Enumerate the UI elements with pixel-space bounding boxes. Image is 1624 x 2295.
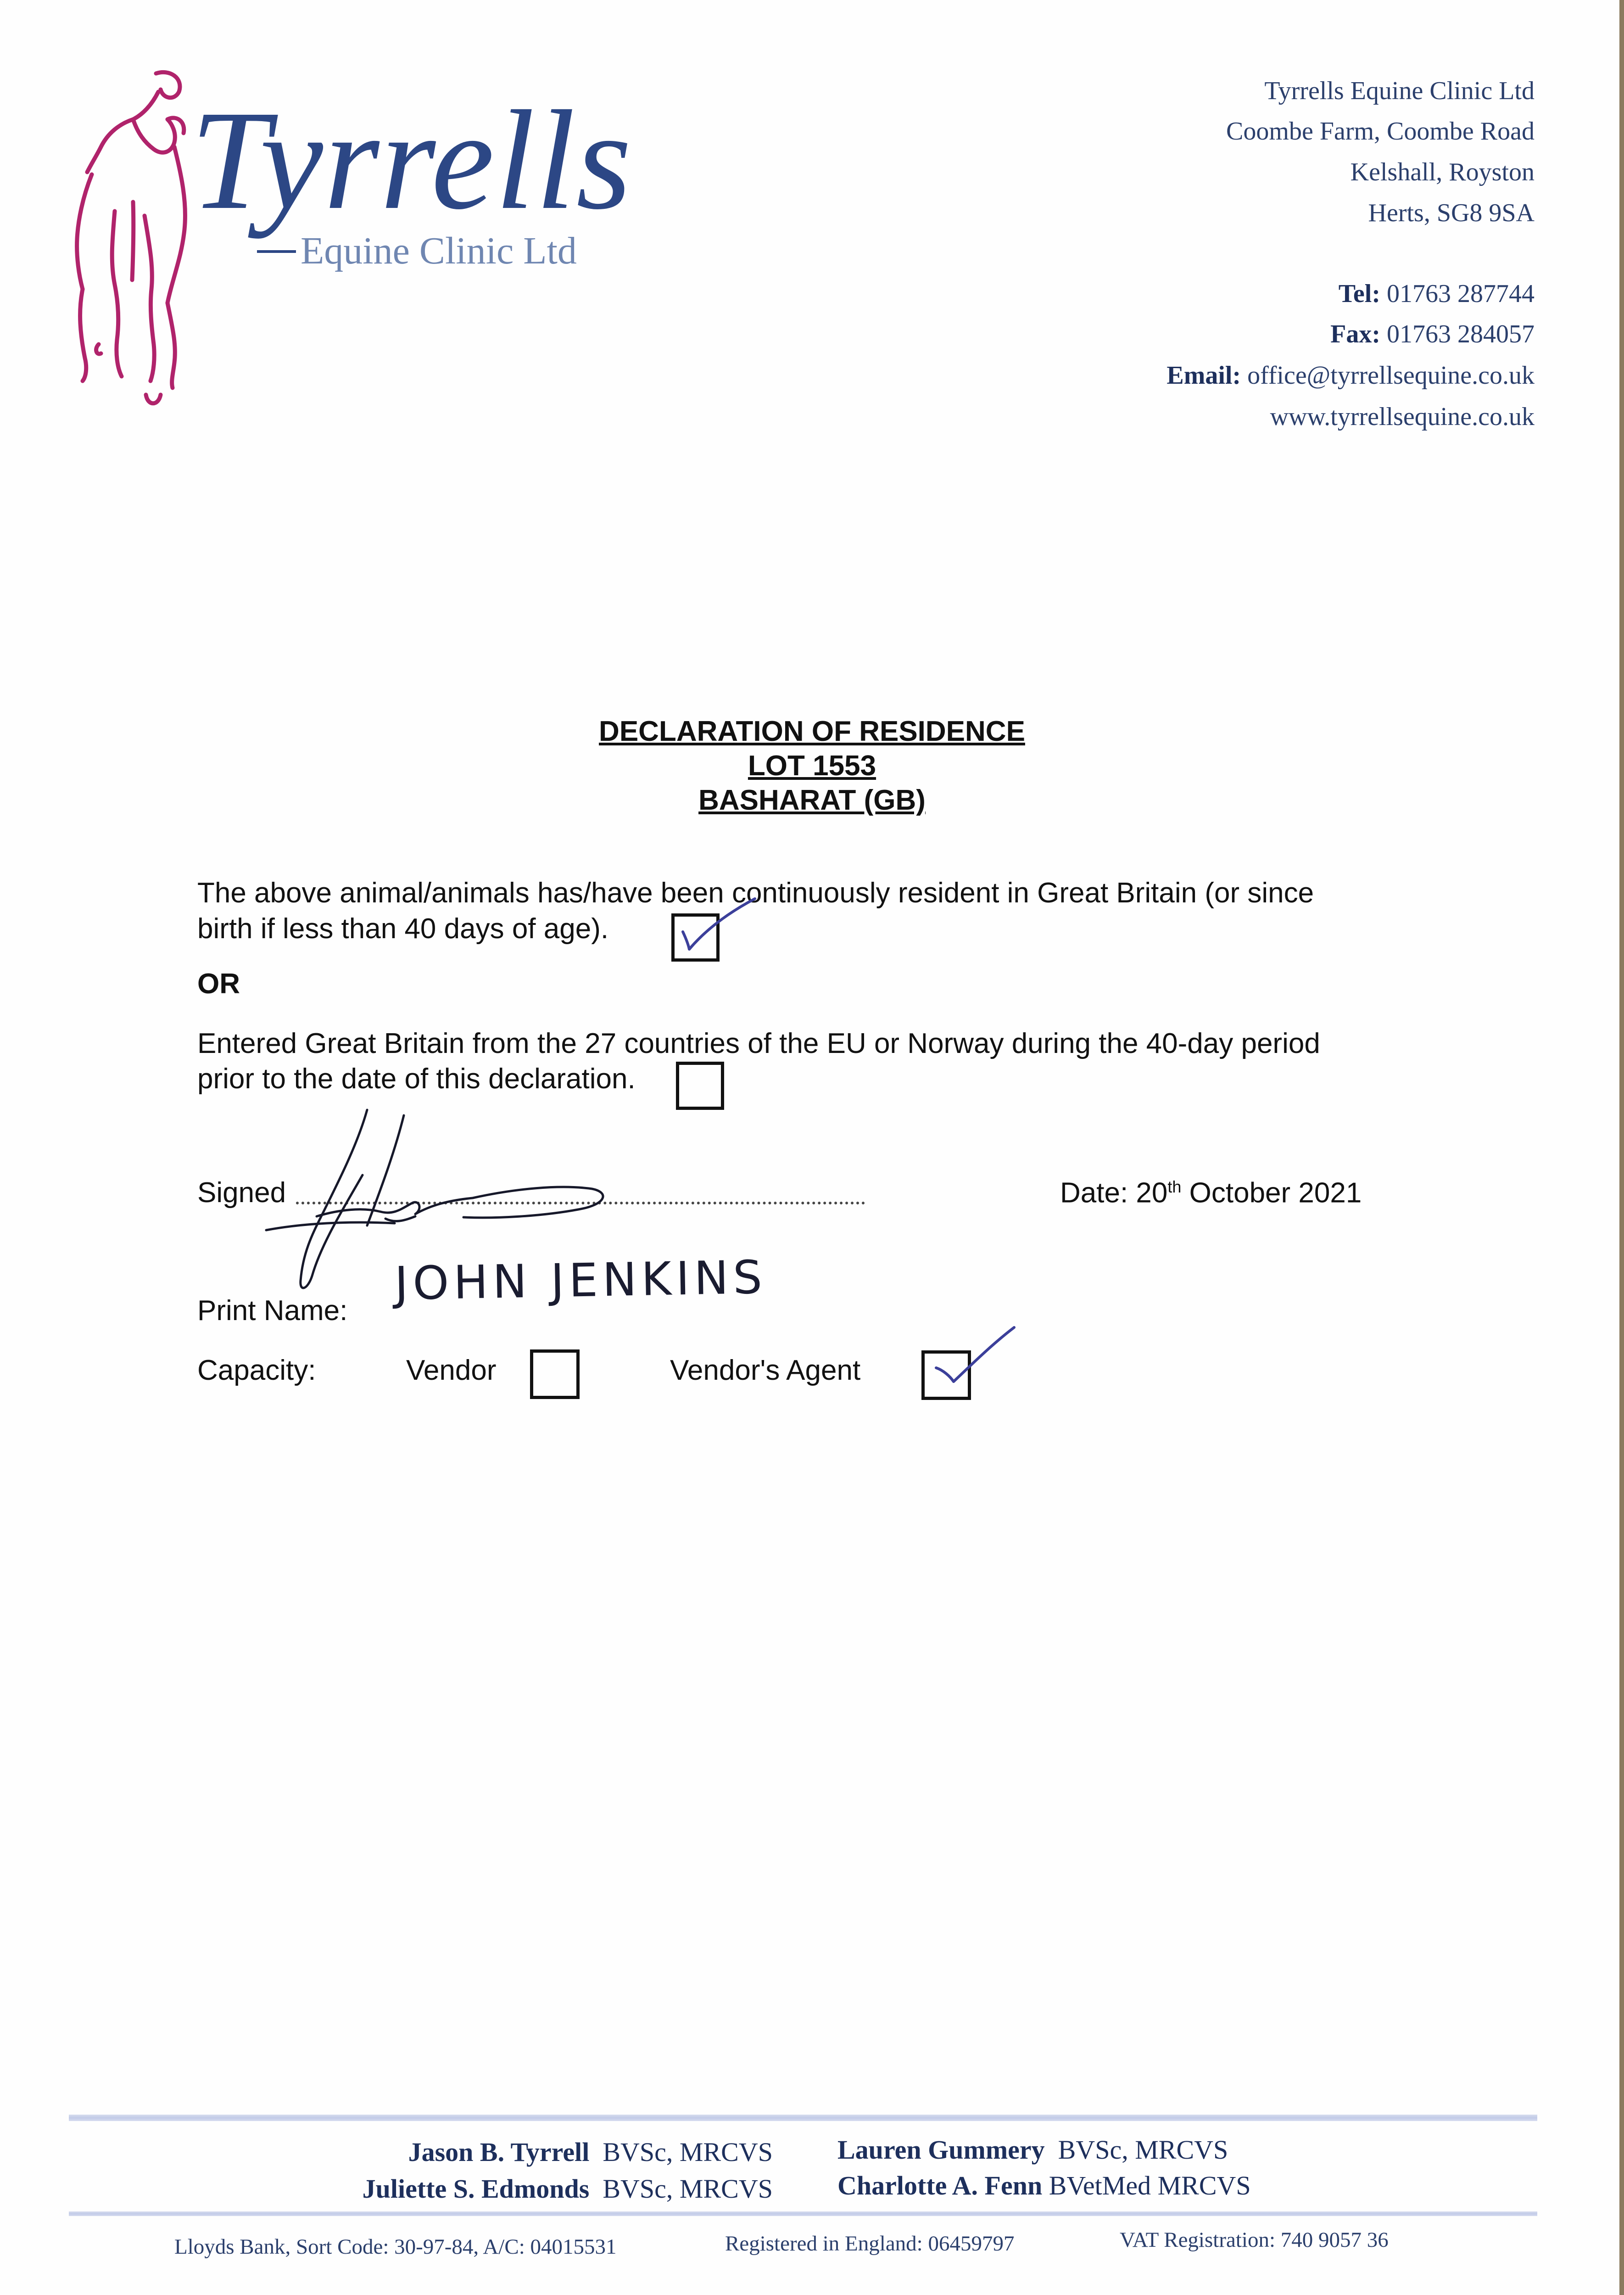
- horse-logo-icon: [64, 64, 211, 431]
- email-label: Email:: [1166, 361, 1241, 390]
- vet-name: Lauren Gummery: [837, 2135, 1045, 2165]
- footer-rule-top: [69, 2115, 1537, 2121]
- capacity-label: Capacity:: [197, 1355, 316, 1386]
- date-label: Date: 20: [1060, 1177, 1168, 1209]
- brand-name: Tyrrells: [190, 82, 633, 239]
- address-line-1: Tyrrells Equine Clinic Ltd: [1264, 77, 1535, 105]
- registered-number: Registered in England: 06459797: [725, 2232, 1015, 2256]
- print-name-label: Print Name:: [197, 1295, 348, 1327]
- print-name-handwritten: JOHN JENKINS: [394, 1250, 767, 1311]
- horse-name: BASHARAT (GB): [698, 784, 926, 816]
- vet-name: Charlotte A. Fenn: [837, 2171, 1043, 2200]
- option1-checkmark-icon: [679, 895, 771, 959]
- vendor-label: Vendor: [406, 1355, 497, 1386]
- option2-text-line1: Entered Great Britain from the 27 countries of the EU or Norway during the 40-day period: [197, 1028, 1320, 1059]
- option1-text-line2: birth if less than 40 days of age).: [197, 913, 609, 945]
- vet-charlotte: [837, 2172, 1251, 2199]
- vendors-agent-checkmark-icon: [932, 1322, 1023, 1391]
- vet-juliette: [363, 2176, 773, 2202]
- address-line-2: Coombe Farm, Coombe Road: [1226, 117, 1535, 146]
- option2-checkbox[interactable]: [676, 1062, 724, 1110]
- lot-number: LOT 1553: [748, 750, 876, 782]
- brand-underline: [257, 250, 296, 253]
- vat-registration: VAT Registration: 740 9057 36: [1120, 2228, 1389, 2252]
- scan-edge: [1619, 0, 1624, 2295]
- fax-label: Fax:: [1330, 320, 1380, 348]
- tel-label: Tel:: [1338, 280, 1380, 308]
- date-superscript: th: [1167, 1177, 1182, 1196]
- tel-line: [1339, 281, 1535, 307]
- website-link[interactable]: www.tyrrellsequine.co.uk: [1270, 403, 1535, 431]
- date-value: October 2021: [1181, 1177, 1362, 1209]
- vet-name: Jason B. Tyrrell: [408, 2137, 590, 2167]
- option1-text-line1: The above animal/animals has/have been continuously resident in Great Britain (or since: [197, 877, 1314, 909]
- vet-quals: BVSc, MRCVS: [603, 2174, 773, 2204]
- or-label: OR: [197, 968, 240, 1000]
- vet-lauren: [837, 2137, 1228, 2163]
- address-line-4: Herts, SG8 9SA: [1368, 199, 1535, 227]
- brand-subtitle: Equine Clinic Ltd: [301, 230, 577, 272]
- declaration-title: DECLARATION OF RESIDENCE: [599, 716, 1025, 747]
- tel-value: 01763 287744: [1387, 280, 1535, 308]
- vet-quals: BVSc, MRCVS: [1058, 2135, 1228, 2165]
- vendors-agent-label: Vendor's Agent: [670, 1355, 861, 1386]
- bank-details: Lloyds Bank, Sort Code: 30-97-84, A/C: 04015531: [174, 2235, 617, 2259]
- vet-name: Juliette S. Edmonds: [362, 2174, 590, 2204]
- email-link[interactable]: office@tyrrellsequine.co.uk: [1247, 361, 1535, 390]
- vendor-checkbox[interactable]: [530, 1349, 580, 1399]
- date-field: [1060, 1179, 1362, 1208]
- email-line: [1166, 363, 1535, 388]
- address-line-3: Kelshall, Royston: [1350, 158, 1535, 186]
- fax-value: 01763 284057: [1387, 320, 1535, 348]
- fax-line: [1330, 321, 1535, 347]
- vet-jason: [408, 2139, 773, 2166]
- footer-rule-bottom: [69, 2211, 1537, 2216]
- option2-text-line2: prior to the date of this declaration.: [197, 1063, 636, 1095]
- vet-quals: BVSc, MRCVS: [603, 2137, 773, 2167]
- signed-label: Signed: [197, 1177, 286, 1209]
- vet-quals: BVetMed MRCVS: [1049, 2171, 1251, 2200]
